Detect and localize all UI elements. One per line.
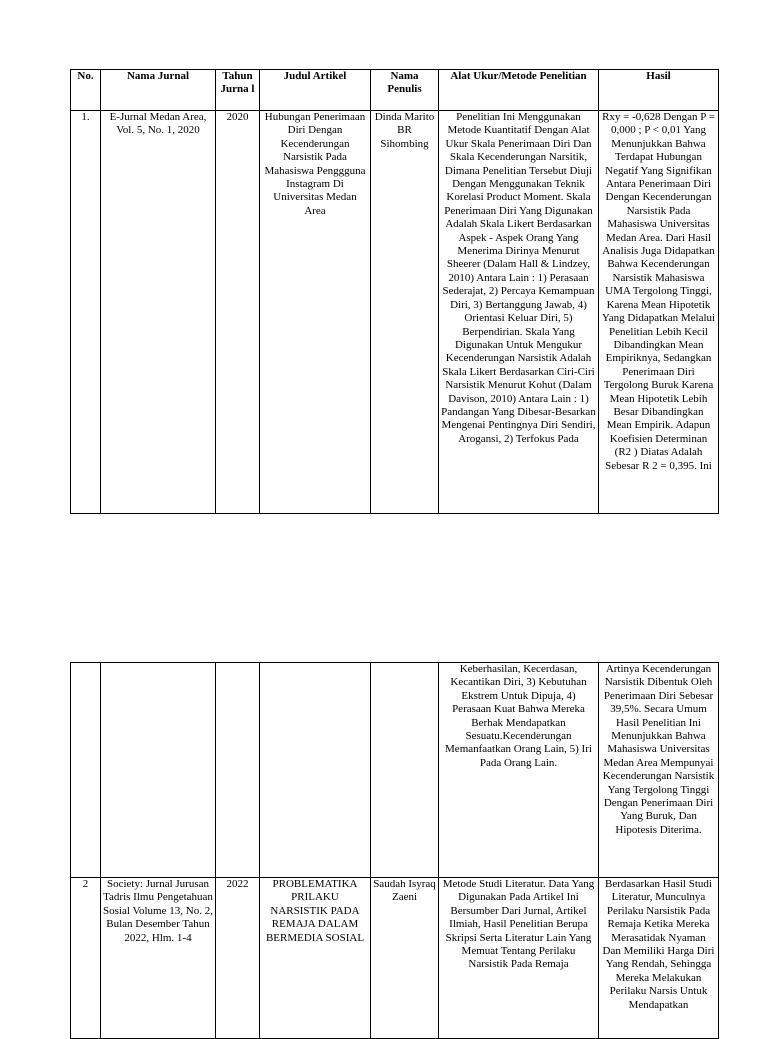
result-text: Rxy = -0,628 Dengan P = 0,000 ; P < 0,01 Yang Menunjukkan Bahwa Terdapat Hubungan Negatif Yang Signifikan Antara Penerimaan Diri Dengan Kecenderungan Narsistik Pada Mahasiswa Universitas Medan Area. Dari Hasil Analisis Juga Didapatkan Bahwa Kecenderungan Narsistik Mahasiswa UMA Tergolong Tinggi, Karena Mean Hipotetik Yang Didapatkan Melalui Penelitian Lebih Kecil Dibandingkan Mean Empiriknya, Sedangkan Penerimaan Diri Tergolong Buruk Karena Mean Hipotetik Lebih Besar Dibandingkan Mean Empirik. Adapun Koefisien Determinan (R2 ) Diatas Adalah Sebesar R 2 = 0,395. Ini bbox=[599, 111, 719, 514]
header-judul-artikel: Judul Artikel bbox=[260, 70, 371, 111]
table-row bbox=[71, 111, 719, 514]
result-text-continued: Artinya Kecenderungan Narsistik Dibentuk Oleh Penerimaan Diri Sebesar 39,5%. Secara Umum Hasil Penelitian Ini Menunjukkan Bahwa Mahasiswa Universitas Medan Area Mempunyai Kecenderungan Narsistik Yang Tergolong Tinggi Dengan Penerimaan Diri Yang Buruk, Dan Hipotesis Diterima. bbox=[599, 663, 719, 878]
result-text: Berdasarkan Hasil Studi Literatur, Munculnya Perilaku Narsistik Pada Remaja Ketika Mereka Merasatidak Nyaman Dan Memiliki Harga Diri Yang Rendah, Sehingga Mereka Melakukan Perilaku Narsis Untuk Mendapatkan bbox=[599, 878, 719, 1039]
table-row bbox=[71, 878, 719, 1039]
method-text: Metode Studi Literatur. Data Yang Digunakan Pada Artikel Ini Bersumber Dari Jurnal, Artikel Ilmiah, Hasil Penelitian Berupa Skripsi Serta Literatur Lain Yang Memuat Tentang Perilaku Narsistik Pada Remaja bbox=[439, 878, 599, 1039]
header-tahun-jurnal: Tahun Jurna l bbox=[216, 70, 260, 111]
literature-table-page-2 bbox=[70, 662, 719, 1039]
header-hasil: Hasil bbox=[599, 70, 719, 111]
article-title: Hubungan Penerimaan Diri Dengan Kecenderungan Narsistik Pada Mahasiswa Penggguna Instagram Di Universitas Medan Area bbox=[260, 111, 371, 514]
journal-name: Society: Jurnal Jurusan Tadris Ilmu Pengetahuan Sosial Volume 13, No. 2, Bulan Desember Tahun 2022, Hlm. 1-4 bbox=[101, 878, 216, 1039]
table-row bbox=[71, 663, 719, 878]
method-text-continued: Keberhasilan, Kecerdasan, Kecantikan Diri, 3) Kebutuhan Ekstrem Untuk Dipuja, 4) Perasaan Kuat Bahwa Mereka Berhak Mendapatkan Sesuatu.Kecenderungan Memanfaatkan Orang Lain, 5) Iri Pada Orang Lain. bbox=[439, 663, 599, 878]
table-header-row bbox=[71, 70, 719, 111]
literature-table-page-1 bbox=[70, 69, 719, 514]
journal-year: 2020 bbox=[216, 111, 260, 514]
author-name: Dinda Marito BR Sihombing bbox=[371, 111, 439, 514]
journal-year: 2022 bbox=[216, 878, 260, 1039]
header-nama-jurnal: Nama Jurnal bbox=[101, 70, 216, 111]
author-name-empty bbox=[371, 663, 439, 878]
method-text: Penelitian Ini Menggunakan Metode Kuantitatif Dengan Alat Ukur Skala Penerimaan Diri Dan Skala Kecenderungan Narsitik, Dimana Penelitian Tersebut Diuji Dengan Menggunakan Teknik Korelasi Product Moment. Skala Penerimaan Diri Yang Digunakan Adalah Skala Likert Berdasarkan Aspek - Aspek Orang Yang Menerima Dirinya Menurut Sheerer (Dalam Hall & Lindzey, 2010) Antara Lain : 1) Perasaan Sederajat, 2) Percaya Kemampuan Diri, 3) Bertanggung Jawab, 4) Orientasi Keluar Diri, 5) Berpendirian. Skala Yang Digunakan Untuk Mengukur Kecenderungan Narsistik Adalah Skala Likert Berdasarkan Ciri-Ciri Narsistik Menurut Kohut (Dalam Davison, 2010) Antara Lain : 1) Pandangan Yang Dibesar-Besarkan Mengenai Pentingnya Diri Sendiri, Arogansi, 2) Terfokus Pada bbox=[439, 111, 599, 514]
header-no: No. bbox=[71, 70, 101, 111]
article-title: PROBLEMATIKA PRILAKU NARSISTIK PADA REMAJA DALAM BERMEDIA SOSIAL bbox=[260, 878, 371, 1039]
journal-name: E-Jurnal Medan Area, Vol. 5, No. 1, 2020 bbox=[101, 111, 216, 514]
row-number: 1. bbox=[71, 111, 101, 514]
header-alat-ukur: Alat Ukur/Metode Penelitian bbox=[439, 70, 599, 111]
row-number: 2 bbox=[71, 878, 101, 1039]
header-nama-penulis: Nama Penulis bbox=[371, 70, 439, 111]
journal-year-empty bbox=[216, 663, 260, 878]
journal-name-empty bbox=[101, 663, 216, 878]
article-title-empty bbox=[260, 663, 371, 878]
row-number-empty bbox=[71, 663, 101, 878]
author-name: Saudah Isyraq Zaeni bbox=[371, 878, 439, 1039]
